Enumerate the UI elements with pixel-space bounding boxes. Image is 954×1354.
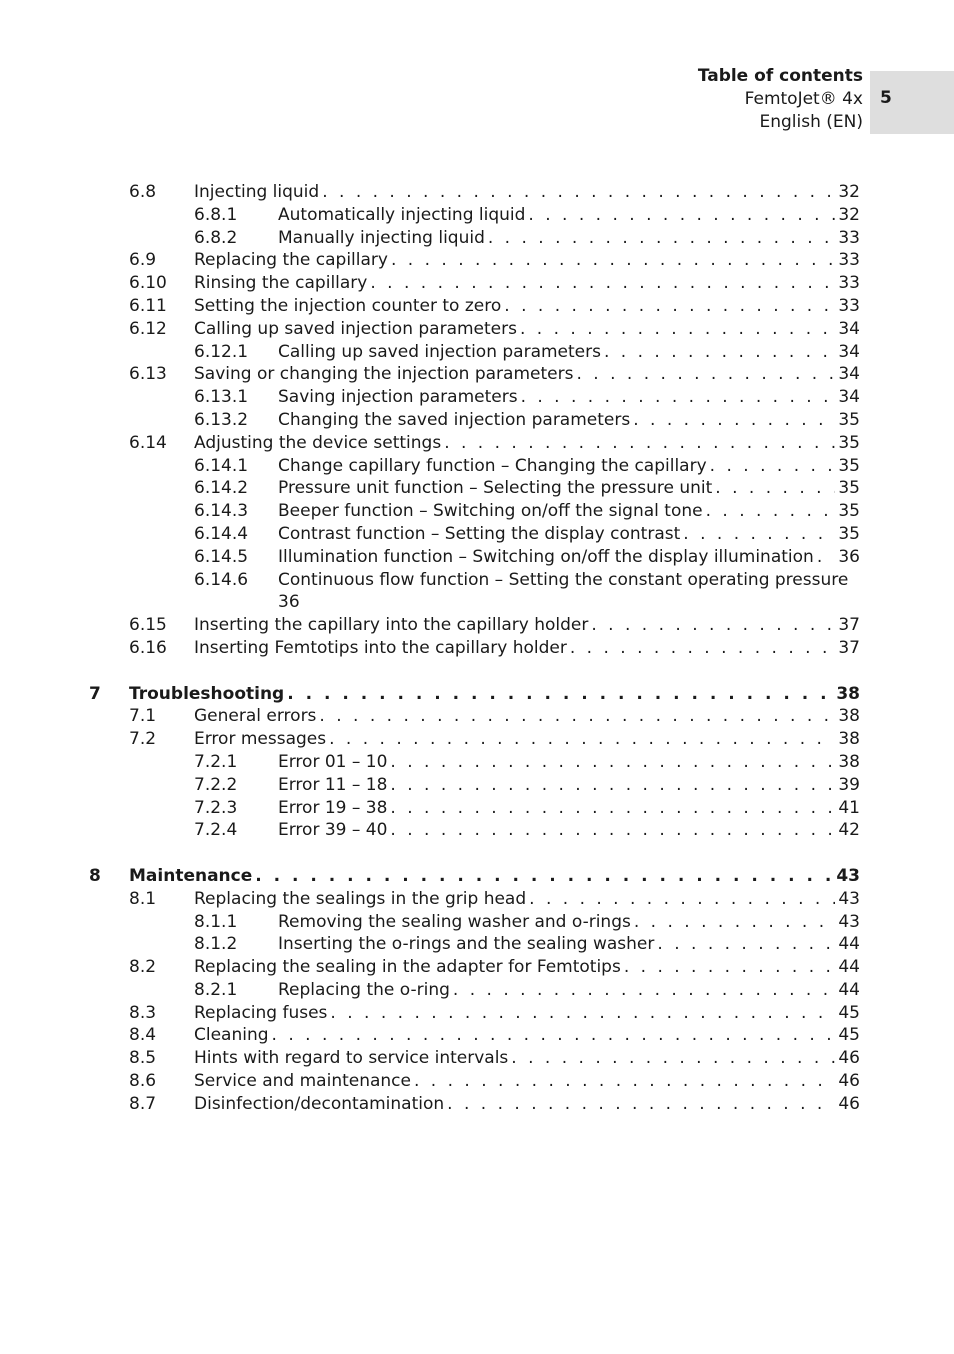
toc-entry-page: 35: [838, 478, 860, 499]
toc-entry[interactable]: [0, 797, 954, 820]
toc-entry-title: General errors: [194, 706, 317, 727]
toc-entry-number: 7.2.1: [194, 751, 238, 772]
toc-entry-line: [129, 683, 860, 706]
toc-leader-dots: [390, 751, 835, 774]
toc-entry-number: 6.13.2: [194, 409, 249, 430]
toc-entry-line: [278, 455, 860, 478]
toc-entry-number: 8.1: [129, 888, 157, 909]
toc-leader-dots: [390, 797, 835, 820]
toc-entry-page: 43: [838, 911, 860, 932]
toc-entry-title: Error 01 – 10: [278, 751, 388, 772]
toc-entry-title: Replacing the sealings in the grip head: [194, 888, 527, 909]
toc-entry-line: [194, 1002, 860, 1025]
toc-entry-number: 6.14.3: [194, 501, 249, 522]
toc-entry-number: 6.8.2: [194, 227, 238, 248]
toc-entry[interactable]: [0, 477, 954, 500]
toc-entry-number: 7: [89, 683, 101, 704]
header-language: English (EN): [759, 112, 863, 132]
toc-entry[interactable]: [0, 819, 954, 842]
toc-entry[interactable]: [0, 181, 954, 204]
toc-entry-title: Illumination function – Switching on/off the display illumination: [278, 546, 814, 567]
toc-leader-dots: [634, 911, 836, 934]
toc-entry-number: 7.2.4: [194, 820, 238, 841]
toc-entry[interactable]: [0, 1093, 954, 1116]
toc-entry-title: Inserting the capillary into the capillary holder: [194, 615, 589, 636]
toc-entry[interactable]: [0, 751, 954, 774]
toc-entry-number: 6.14.2: [194, 478, 249, 499]
toc-entry-title: Maintenance: [129, 865, 253, 886]
toc-entry[interactable]: [0, 637, 954, 660]
toc-entry-page: 44: [838, 957, 860, 978]
toc-leader-dots: [710, 455, 836, 478]
page-number-tab: [870, 71, 954, 134]
table-of-contents: [0, 181, 954, 1116]
toc-entry[interactable]: [0, 363, 954, 386]
toc-entry-title: Automatically injecting liquid: [278, 204, 526, 225]
toc-entry-page: 33: [838, 227, 860, 248]
toc-entry[interactable]: [0, 569, 954, 615]
page-number: 5: [880, 88, 892, 108]
toc-entry[interactable]: [0, 546, 954, 569]
toc-leader-dots: [322, 181, 835, 204]
toc-entry-title: Adjusting the device settings: [194, 432, 442, 453]
toc-entry[interactable]: [0, 409, 954, 432]
page-header: [698, 65, 863, 134]
toc-entry-title: Error 19 – 38: [278, 797, 388, 818]
toc-leader-dots: [570, 637, 836, 660]
toc-entry-number: 7.1: [129, 706, 157, 727]
toc-entry-page: 41: [838, 797, 860, 818]
toc-entry-number: 8.1.2: [194, 934, 238, 955]
toc-entry-number: 8.7: [129, 1093, 157, 1114]
toc-entry-page: 46: [838, 1093, 860, 1114]
toc-leader-dots: [255, 865, 833, 888]
toc-entry-title: Error 39 – 40: [278, 820, 388, 841]
toc-entry-page: 35: [838, 455, 860, 476]
toc-leader-dots: [272, 1024, 836, 1047]
toc-entry-number: 6.12: [129, 318, 167, 339]
toc-entry-page: 39: [838, 774, 860, 795]
toc-entry-title: Replacing the sealing in the adapter for Femtotips: [194, 957, 621, 978]
toc-entry-page: 34: [838, 364, 860, 385]
toc-entry-page: 34: [838, 318, 860, 339]
toc-leader-dots: [624, 956, 836, 979]
toc-entry-line: [278, 477, 860, 500]
toc-entry-title: Hints with regard to service intervals: [194, 1048, 509, 1069]
toc-entry[interactable]: [0, 728, 954, 751]
toc-entry-title: Disinfection/decontamination: [194, 1093, 445, 1114]
toc-leader-dots: [520, 318, 835, 341]
toc-entry-number: 8.5: [129, 1048, 157, 1069]
toc-entry-title: Troubleshooting: [129, 683, 285, 704]
toc-entry-number: 6.13: [129, 364, 167, 385]
toc-leader-dots: [390, 774, 835, 797]
toc-leader-dots: [706, 500, 836, 523]
toc-leader-dots: [447, 1093, 835, 1116]
toc-entry-title: Setting the injection counter to zero: [194, 295, 502, 316]
toc-entry[interactable]: [0, 341, 954, 364]
toc-entry[interactable]: [0, 1002, 954, 1025]
toc-entry-line: [278, 341, 860, 364]
toc-entry-line: [278, 500, 860, 523]
toc-entry-line: [194, 318, 860, 341]
toc-entry-line: [278, 933, 860, 956]
toc-entry[interactable]: [0, 523, 954, 546]
toc-leader-dots: [528, 204, 835, 227]
toc-entry-line: [194, 1024, 860, 1047]
toc-entry[interactable]: [0, 956, 954, 979]
toc-entry-number: 6.11: [129, 295, 167, 316]
toc-entry[interactable]: [0, 705, 954, 728]
header-product: FemtoJet® 4x: [744, 89, 863, 109]
toc-entry-line: [194, 1047, 860, 1070]
toc-entry[interactable]: [0, 888, 954, 911]
toc-entry-line: [278, 797, 860, 820]
toc-entry-number: 7.2: [129, 729, 157, 750]
toc-entry-page: 46: [838, 1048, 860, 1069]
toc-entry-page: 33: [838, 295, 860, 316]
toc-entry-title: Pressure unit function – Selecting the pressure unit: [278, 478, 713, 499]
toc-entry-page: 32: [838, 182, 860, 202]
toc-entry-line: [278, 774, 860, 797]
toc-entry-number: 8.6: [129, 1071, 157, 1092]
toc-entry-number: 6.14.4: [194, 523, 249, 544]
toc-entry-page: 42: [838, 820, 860, 841]
toc-entry-page: 43: [838, 888, 860, 909]
toc-entry[interactable]: [0, 865, 954, 888]
toc-leader-dots: [604, 341, 835, 364]
toc-entry[interactable]: [0, 272, 954, 295]
toc-entry-title: Continuous flow function – Setting the constant operating pressure: [278, 569, 849, 590]
toc-entry[interactable]: [0, 683, 954, 706]
toc-entry[interactable]: [0, 455, 954, 478]
toc-entry-page: 35: [838, 523, 860, 544]
toc-entry-page: 34: [838, 341, 860, 362]
toc-entry-line: [194, 956, 860, 979]
toc-entry-page: 35: [838, 432, 860, 453]
toc-entry-line: [194, 295, 860, 318]
toc-leader-dots: [390, 819, 835, 842]
toc-leader-dots: [444, 432, 835, 455]
toc-entry-line: [194, 432, 860, 455]
toc-entry-page: 38: [838, 729, 860, 750]
toc-leader-dots: [488, 227, 835, 250]
toc-entry-number: 6.13.1: [194, 387, 249, 408]
toc-entry-number: 8.4: [129, 1025, 157, 1046]
toc-entry-line: [278, 979, 860, 1002]
toc-entry[interactable]: [0, 1024, 954, 1047]
toc-entry-page: 38: [838, 706, 860, 727]
toc-leader-dots: [817, 546, 836, 569]
toc-entry-page: 46: [838, 1071, 860, 1092]
toc-entry-line: [194, 888, 860, 911]
toc-leader-dots: [504, 295, 835, 318]
toc-entry[interactable]: [0, 386, 954, 409]
toc-entry-title: Change capillary function – Changing the capillary: [278, 455, 707, 476]
toc-entry-number: 6.8.1: [194, 204, 238, 225]
toc-leader-dots: [529, 888, 835, 911]
toc-entry-page: 38: [838, 751, 860, 772]
toc-entry-number: 8.1.1: [194, 911, 238, 932]
toc-entry[interactable]: [0, 227, 954, 250]
toc-entry-number: 7.2.3: [194, 797, 238, 818]
toc-entry-number: 8.2.1: [194, 979, 238, 1000]
toc-entry-title: Replacing the capillary: [194, 250, 388, 271]
toc-entry-number: 6.14: [129, 432, 167, 453]
toc-entry-page: 45: [838, 1002, 860, 1023]
toc-entry[interactable]: [0, 911, 954, 934]
toc-entry-title: Replacing fuses: [194, 1002, 328, 1023]
toc-entry-line: [194, 1070, 860, 1093]
toc-entry[interactable]: [0, 1070, 954, 1093]
toc-leader-dots: [287, 683, 833, 706]
toc-leader-dots: [576, 363, 835, 386]
toc-entry-title: Calling up saved injection parameters: [194, 318, 517, 339]
toc-entry-number: 6.10: [129, 273, 167, 294]
toc-leader-dots: [414, 1070, 835, 1093]
toc-leader-dots: [391, 249, 835, 272]
toc-entry-number: 6.14.6: [194, 569, 249, 590]
toc-entry-line: [194, 272, 860, 295]
toc-entry-number: 6.12.1: [194, 341, 249, 362]
toc-leader-dots: [591, 614, 835, 637]
toc-leader-dots: [683, 523, 835, 546]
toc-entry-number: 7.2.2: [194, 774, 238, 795]
toc-entry-number: 6.14.1: [194, 455, 249, 476]
toc-entry-line: [278, 523, 860, 546]
header-title: Table of contents: [697, 66, 863, 86]
toc-entry-page: 35: [838, 409, 860, 430]
toc-entry-page: 43: [836, 865, 860, 886]
toc-entry-line: [278, 569, 860, 615]
toc-entry-page: 36: [838, 546, 860, 567]
toc-entry[interactable]: [0, 933, 954, 956]
toc-entry-title: Saving or changing the injection parameters: [194, 364, 574, 385]
toc-entry-number: 6.8: [129, 182, 157, 202]
toc-entry[interactable]: [0, 249, 954, 272]
toc-entry-page: 37: [838, 615, 860, 636]
toc-entry[interactable]: [0, 295, 954, 318]
toc-entry-line: [278, 911, 860, 934]
toc-entry-line: [194, 705, 860, 728]
toc-entry[interactable]: [0, 774, 954, 797]
toc-leader-dots: [370, 272, 835, 295]
toc-entry-title: Service and maintenance: [194, 1071, 411, 1092]
toc-entry-title: Error 11 – 18: [278, 774, 388, 795]
toc-entry-page: 34: [838, 387, 860, 408]
toc-leader-dots: [715, 477, 835, 500]
toc-leader-dots: [633, 409, 835, 432]
toc-entry-number: 8.2: [129, 957, 157, 978]
toc-entry-title: Error messages: [194, 729, 327, 750]
toc-leader-dots: [453, 979, 835, 1002]
toc-entry-line: [194, 249, 860, 272]
toc-entry-number: 6.16: [129, 637, 167, 658]
toc-entry-title: Replacing the o-ring: [278, 979, 450, 1000]
toc-entry-page: 37: [838, 637, 860, 658]
toc-entry-line: [278, 751, 860, 774]
toc-entry[interactable]: [0, 1047, 954, 1070]
toc-entry-number: 6.9: [129, 250, 157, 271]
toc-entry-line: [194, 363, 860, 386]
toc-entry-page: 33: [838, 273, 860, 294]
toc-entry-line: [278, 546, 860, 569]
toc-leader-dots: [511, 1047, 835, 1070]
toc-entry-page: 35: [838, 501, 860, 522]
toc-leader-dots: [657, 933, 835, 956]
toc-entry-page: 44: [838, 979, 860, 1000]
toc-entry-line: [194, 614, 860, 637]
toc-entry-number: 8.3: [129, 1002, 157, 1023]
toc-entry[interactable]: [0, 614, 954, 637]
toc-entry-line: [278, 819, 860, 842]
toc-entry-page: 45: [838, 1025, 860, 1046]
toc-entry-page: 32: [838, 204, 860, 225]
toc-entry[interactable]: [0, 500, 954, 523]
toc-entry-line: [194, 1093, 860, 1116]
toc-entry-title: Inserting the o-rings and the sealing washer: [278, 934, 655, 955]
toc-entry-title: Saving injection parameters: [278, 387, 518, 408]
toc-entry[interactable]: [0, 432, 954, 455]
toc-entry-line: [194, 181, 860, 204]
toc-entry-page: 36: [278, 592, 300, 613]
toc-entry[interactable]: [0, 979, 954, 1002]
toc-leader-dots: [329, 728, 835, 751]
toc-entry-title: Contrast function – Setting the display contrast: [278, 523, 681, 544]
toc-entry-line: [278, 227, 860, 250]
toc-entry-line: [278, 386, 860, 409]
toc-entry-title: Changing the saved injection parameters: [278, 409, 631, 430]
toc-entry-title: Manually injecting liquid: [278, 227, 485, 248]
toc-entry-line: [129, 865, 860, 888]
toc-entry-number: 6.14.5: [194, 546, 249, 567]
toc-leader-dots: [521, 386, 836, 409]
toc-leader-dots: [330, 1002, 835, 1025]
toc-entry-page: 44: [838, 934, 860, 955]
toc-entry-line: [194, 728, 860, 751]
toc-entry[interactable]: [0, 204, 954, 227]
toc-entry-line: [278, 204, 860, 227]
toc-entry-page: 33: [838, 250, 860, 271]
toc-entry-line: [194, 637, 860, 660]
toc-entry-title: Cleaning: [194, 1025, 269, 1046]
toc-entry-title: Removing the sealing washer and o-rings: [278, 911, 631, 932]
toc-leader-dots: [319, 705, 835, 728]
toc-entry-number: 6.15: [129, 615, 167, 636]
toc-entry-title: Injecting liquid: [194, 182, 320, 202]
toc-entry[interactable]: [0, 318, 954, 341]
toc-entry-title: Inserting Femtotips into the capillary holder: [194, 637, 567, 658]
toc-entry-page: 38: [836, 683, 860, 704]
toc-entry-title: Rinsing the capillary: [194, 273, 368, 294]
toc-entry-title: Calling up saved injection parameters: [278, 341, 601, 362]
toc-entry-title: Beeper function – Switching on/off the signal tone: [278, 501, 703, 522]
toc-entry-number: 8: [89, 865, 101, 886]
toc-entry-line: [278, 409, 860, 432]
